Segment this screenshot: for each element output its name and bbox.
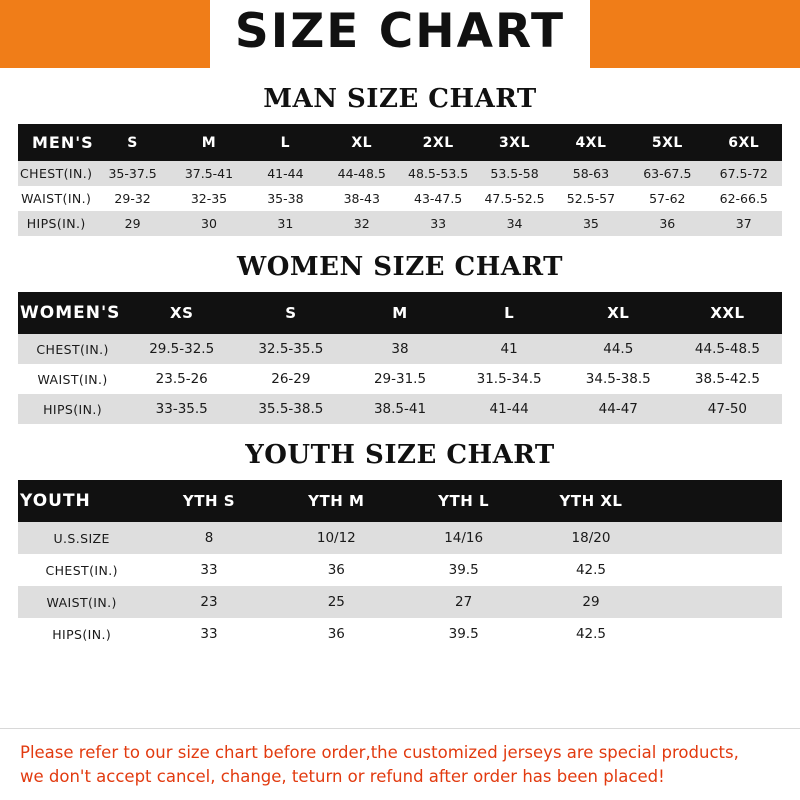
women-col-xs: XS: [127, 292, 236, 334]
men-size-chart-section: [18, 84, 782, 236]
youth-chest-m: 36: [273, 554, 400, 586]
women-chest-l: 41: [455, 334, 564, 364]
youth-size-table: [18, 480, 782, 650]
youth-ussize-l: 14/16: [400, 522, 527, 554]
women-waist-xxl: 38.5-42.5: [673, 364, 782, 394]
women-waist-s: 26-29: [236, 364, 345, 394]
men-chest-l: 41-44: [247, 161, 323, 186]
men-chest-5xl: 63-67.5: [629, 161, 705, 186]
men-col-m: M: [171, 124, 247, 161]
youth-row-hips-label: HIPS(IN.): [18, 618, 145, 650]
table-row: [18, 554, 782, 586]
youth-ussize-s: 8: [145, 522, 272, 554]
men-chest-4xl: 58-63: [553, 161, 629, 186]
youth-ussize-empty: [655, 522, 782, 554]
youth-col-empty: [655, 480, 782, 522]
table-row: [18, 618, 782, 650]
men-hips-s: 29: [94, 211, 170, 236]
women-hips-s: 35.5-38.5: [236, 394, 345, 424]
men-chest-2xl: 48.5-53.5: [400, 161, 476, 186]
men-col-s: S: [94, 124, 170, 161]
women-row-label-header: WOMEN'S: [18, 292, 127, 334]
youth-chest-s: 33: [145, 554, 272, 586]
men-col-3xl: 3XL: [476, 124, 552, 161]
men-section-title: MAN SIZE CHART: [263, 84, 537, 114]
youth-hips-m: 36: [273, 618, 400, 650]
footer-line-1: Please refer to our size chart before order,the customized jerseys are special products,: [20, 742, 739, 762]
men-col-2xl: 2XL: [400, 124, 476, 161]
youth-chest-l: 39.5: [400, 554, 527, 586]
youth-ussize-m: 10/12: [273, 522, 400, 554]
youth-size-chart-section: [18, 440, 782, 650]
youth-col-l: YTH L: [400, 480, 527, 522]
men-chest-xl: 44-48.5: [324, 161, 400, 186]
page-header: [0, 0, 800, 68]
youth-section-title: YOUTH SIZE CHART: [245, 440, 555, 470]
men-hips-3xl: 34: [476, 211, 552, 236]
men-row-chest-label: CHEST(IN.): [18, 161, 94, 186]
youth-row-chest-label: CHEST(IN.): [18, 554, 145, 586]
men-chest-s: 35-37.5: [94, 161, 170, 186]
youth-waist-empty: [655, 586, 782, 618]
page-title: SIZE CHART: [234, 4, 566, 59]
women-waist-xs: 23.5-26: [127, 364, 236, 394]
youth-chest-empty: [655, 554, 782, 586]
table-row: [18, 522, 782, 554]
men-hips-4xl: 35: [553, 211, 629, 236]
youth-waist-m: 25: [273, 586, 400, 618]
youth-waist-xl: 29: [527, 586, 654, 618]
men-waist-m: 32-35: [171, 186, 247, 211]
table-header-row: [18, 480, 782, 522]
women-chest-s: 32.5-35.5: [236, 334, 345, 364]
youth-row-waist-label: WAIST(IN.): [18, 586, 145, 618]
women-row-chest-label: CHEST(IN.): [18, 334, 127, 364]
men-col-6xl: 6XL: [706, 124, 782, 161]
table-row: [18, 186, 782, 211]
women-chest-m: 38: [345, 334, 454, 364]
women-chest-xl: 44.5: [564, 334, 673, 364]
women-hips-xl: 44-47: [564, 394, 673, 424]
men-waist-xl: 38-43: [324, 186, 400, 211]
table-row: [18, 211, 782, 236]
men-col-5xl: 5XL: [629, 124, 705, 161]
men-waist-5xl: 57-62: [629, 186, 705, 211]
women-size-chart-section: [18, 252, 782, 424]
men-hips-5xl: 36: [629, 211, 705, 236]
table-header-row: [18, 124, 782, 161]
women-chest-xs: 29.5-32.5: [127, 334, 236, 364]
women-col-m: M: [345, 292, 454, 334]
women-hips-m: 38.5-41: [345, 394, 454, 424]
table-header-row: [18, 292, 782, 334]
youth-col-s: YTH S: [145, 480, 272, 522]
women-section-title: WOMEN SIZE CHART: [237, 252, 563, 282]
men-waist-4xl: 52.5-57: [553, 186, 629, 211]
men-hips-l: 31: [247, 211, 323, 236]
footer-notice: [0, 728, 800, 800]
men-col-l: L: [247, 124, 323, 161]
women-chest-xxl: 44.5-48.5: [673, 334, 782, 364]
women-waist-xl: 34.5-38.5: [564, 364, 673, 394]
table-row: [18, 586, 782, 618]
youth-hips-s: 33: [145, 618, 272, 650]
men-size-table: [18, 124, 782, 236]
men-waist-6xl: 62-66.5: [706, 186, 782, 211]
youth-waist-l: 27: [400, 586, 527, 618]
men-hips-m: 30: [171, 211, 247, 236]
men-chest-m: 37.5-41: [171, 161, 247, 186]
men-col-xl: XL: [324, 124, 400, 161]
youth-row-label-header: YOUTH: [18, 480, 145, 522]
men-waist-3xl: 47.5-52.5: [476, 186, 552, 211]
table-row: [18, 334, 782, 364]
women-col-xxl: XXL: [673, 292, 782, 334]
youth-hips-xl: 42.5: [527, 618, 654, 650]
youth-hips-l: 39.5: [400, 618, 527, 650]
men-waist-s: 29-32: [94, 186, 170, 211]
men-row-hips-label: HIPS(IN.): [18, 211, 94, 236]
women-col-l: L: [455, 292, 564, 334]
women-col-s: S: [236, 292, 345, 334]
men-row-label-header: MEN'S: [18, 124, 94, 161]
men-col-4xl: 4XL: [553, 124, 629, 161]
youth-ussize-xl: 18/20: [527, 522, 654, 554]
men-row-waist-label: WAIST(IN.): [18, 186, 94, 211]
women-hips-xxl: 47-50: [673, 394, 782, 424]
footer-line-2: we don't accept cancel, change, teturn or refund after order has been placed!: [20, 767, 665, 787]
men-waist-2xl: 43-47.5: [400, 186, 476, 211]
table-row: [18, 394, 782, 424]
women-waist-l: 31.5-34.5: [455, 364, 564, 394]
youth-row-ussize-label: U.S.SIZE: [18, 522, 145, 554]
women-hips-xs: 33-35.5: [127, 394, 236, 424]
women-col-xl: XL: [564, 292, 673, 334]
charts-container: [0, 68, 800, 728]
men-hips-xl: 32: [324, 211, 400, 236]
youth-col-m: YTH M: [273, 480, 400, 522]
youth-waist-s: 23: [145, 586, 272, 618]
women-row-waist-label: WAIST(IN.): [18, 364, 127, 394]
youth-col-xl: YTH XL: [527, 480, 654, 522]
table-row: [18, 161, 782, 186]
women-waist-m: 29-31.5: [345, 364, 454, 394]
women-row-hips-label: HIPS(IN.): [18, 394, 127, 424]
men-hips-6xl: 37: [706, 211, 782, 236]
men-chest-6xl: 67.5-72: [706, 161, 782, 186]
women-size-table: [18, 292, 782, 424]
women-hips-l: 41-44: [455, 394, 564, 424]
youth-hips-empty: [655, 618, 782, 650]
youth-chest-xl: 42.5: [527, 554, 654, 586]
men-hips-2xl: 33: [400, 211, 476, 236]
men-chest-3xl: 53.5-58: [476, 161, 552, 186]
table-row: [18, 364, 782, 394]
men-waist-l: 35-38: [247, 186, 323, 211]
